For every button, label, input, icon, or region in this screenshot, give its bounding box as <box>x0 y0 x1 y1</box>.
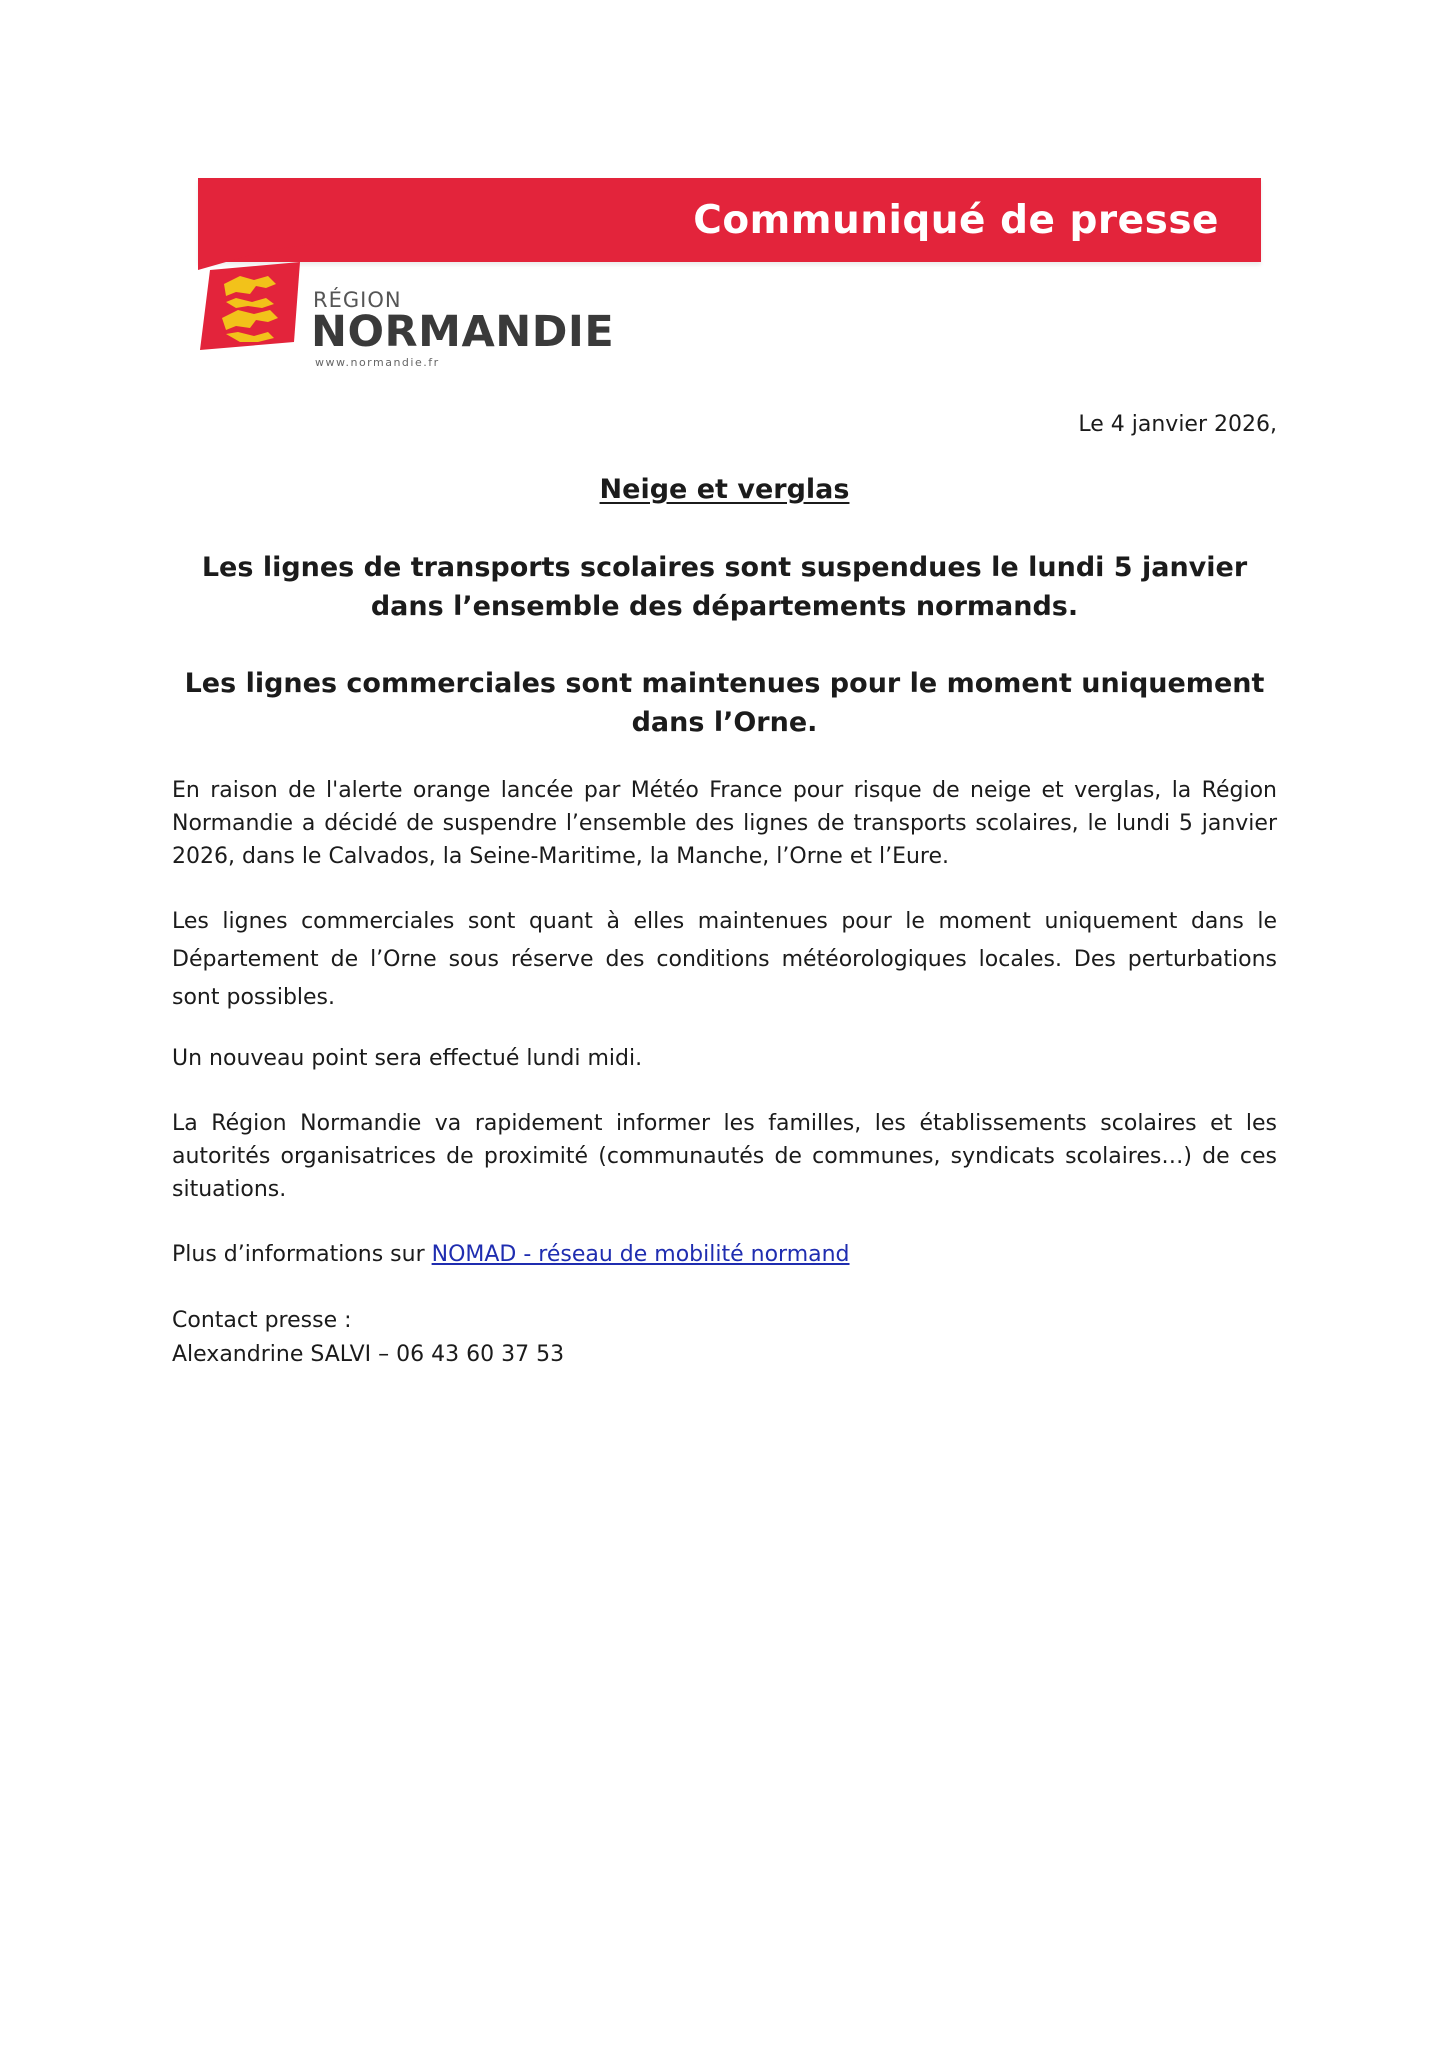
more-info-line <box>172 1238 1277 1271</box>
paragraph-commercial: Les lignes commerciales sont quant à elles maintenues pour le moment uniquement dans le Département de l’Orne sous réserve des conditions météorologiques locales. Des perturbations sont possibles. <box>172 909 1277 1010</box>
contact-detail: Alexandrine SALVI – 06 43 60 37 53 <box>172 1342 565 1367</box>
logo-name: NORMANDIE <box>311 307 615 357</box>
headline-commercial-lines: Les lignes commerciales sont maintenues pour le moment uniquement dans l’Orne. <box>184 668 1265 738</box>
logo-region-label: RÉGION <box>313 288 402 312</box>
paragraph-inform: La Région Normandie va rapidement informer les familles, les établissements scolaires et les autorités organisatrices de proximité (communautés de communes, syndicats scolaires…) de ces situations. <box>172 1111 1277 1202</box>
normandy-lions-flag-icon <box>196 262 304 350</box>
banner-title: Communiqué de presse <box>693 197 1219 243</box>
headline-school-lines: Les lignes de transports scolaires sont suspendues le lundi 5 janvier dans l’ensemble des départements normands. <box>201 552 1248 622</box>
paragraph-alert: En raison de l'alerte orange lancée par Météo France pour risque de neige et verglas, la Région Normandie a décidé de suspendre l’ensemble des lignes de transports scolaires, le lundi 5 janvier 2026, dans le Calvados, la Seine-Maritime, la Manche, l’Orne et l’Eure. <box>172 778 1277 869</box>
contact-label: Contact presse : <box>172 1308 352 1333</box>
nomad-link[interactable]: NOMAD - réseau de mobilité normand <box>431 1242 850 1267</box>
more-info-prefix: Plus d’informations sur <box>172 1242 432 1267</box>
document-title: Neige et verglas <box>599 474 850 505</box>
press-release-banner <box>198 178 1261 262</box>
logo-url: www.normandie.fr <box>315 356 440 369</box>
document-date: Le 4 janvier 2026, <box>1078 412 1277 437</box>
paragraph-update: Un nouveau point sera effectué lundi midi. <box>172 1046 643 1071</box>
